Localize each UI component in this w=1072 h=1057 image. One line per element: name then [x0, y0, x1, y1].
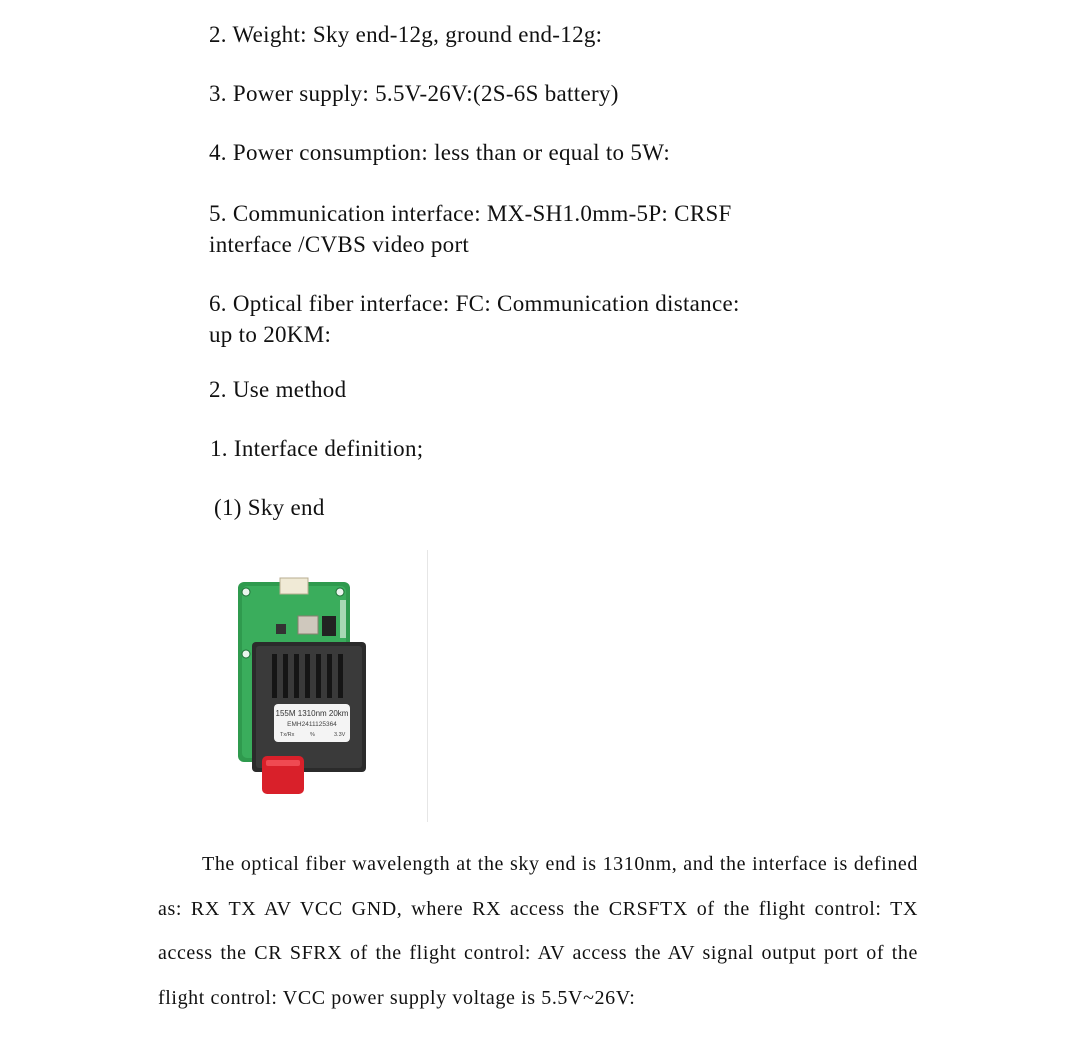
spec-power-consumption: 4. Power consumption: less than or equal to 5W: — [209, 140, 671, 165]
label-text: Tx/Rx — [280, 732, 295, 738]
label-text: EMH2411125364 — [287, 721, 337, 728]
label-text: 3.3V — [334, 732, 346, 738]
spec-line: interface /CVBS video port — [209, 232, 470, 257]
spec-optical-fiber-interface — [209, 288, 740, 350]
spec-weight: 2. Weight: Sky end-12g, ground end-12g: — [209, 22, 603, 47]
spec-communication-interface — [209, 198, 732, 260]
spec-line: 6. Optical fiber interface: FC: Communication distance: — [209, 291, 740, 316]
fiber-module-illustration — [200, 550, 428, 822]
label-text: % — [310, 732, 315, 738]
label-text: 155M 1310nm 20km — [275, 709, 349, 718]
image-border — [427, 550, 428, 822]
subsubheading: (1) Sky end — [214, 495, 325, 520]
interface-description — [158, 842, 918, 1020]
subheading: 1. Interface definition; — [210, 436, 424, 461]
spec-line: up to 20KM: — [209, 322, 332, 347]
spec-power-supply: 3. Power supply: 5.5V-26V:(2S-6S battery) — [209, 81, 619, 106]
paragraph-text: The optical fiber wavelength at the sky end is 1310nm, and the interface is defined as: RX TX AV VCC GND, where RX access the CRSFTX of the flight control: TX access the CR SFRX of the flight control: AV access the AV signal output port of the flight control: VCC power supply voltage is 5.5V~26V: — [158, 853, 918, 1009]
section-heading: 2. Use method — [209, 377, 347, 402]
product-photo — [200, 550, 430, 822]
spec-line: 5. Communication interface: MX-SH1.0mm-5P: CRSF — [209, 201, 732, 226]
